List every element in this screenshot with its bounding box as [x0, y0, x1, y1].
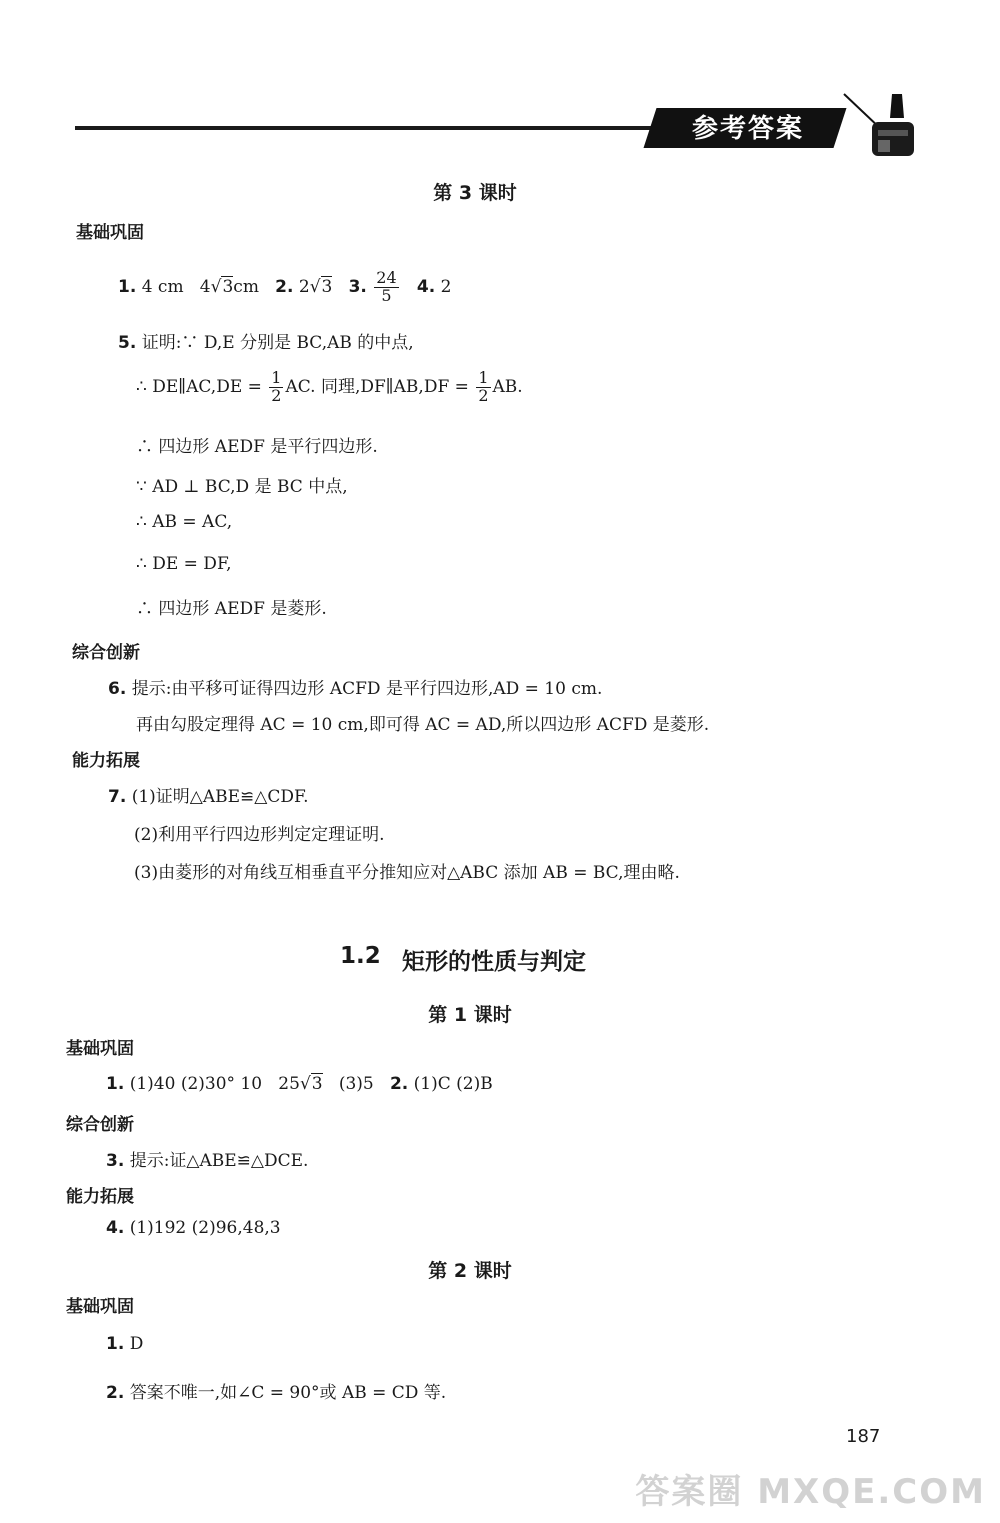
radicand: 3	[321, 276, 333, 297]
section-basic-1: 基础巩固	[76, 223, 144, 243]
fraction: $\frac{1}{2}$	[478, 368, 489, 405]
q-number: 4.	[106, 1218, 125, 1238]
chapter-title: 矩形的性质与判定	[402, 949, 586, 975]
answer-5-line-7: ∴ 四边形 AEDF 是菱形.	[136, 599, 327, 619]
answer-7-line-1	[108, 782, 309, 807]
answer-text: D	[129, 1334, 144, 1354]
answer-7-line-2: (2)利用平行四边形判定定理证明.	[134, 825, 385, 845]
lesson-1-title: 第 1 课时	[428, 1004, 512, 1026]
q-number: 2.	[275, 276, 294, 297]
q-number: 7.	[108, 787, 127, 807]
fraction: $\frac{1}{2}$	[271, 368, 282, 405]
bag-mascot-icon	[842, 88, 922, 168]
chapter-number: 1.2	[340, 943, 381, 969]
section-extension-2: 能力拓展	[66, 1187, 134, 1207]
answer-text: (1)40 (2)30° 10	[129, 1074, 263, 1094]
q-number: 5.	[118, 333, 137, 353]
proof-text: AC. 同理,DF∥AB,DF =	[285, 376, 469, 397]
section-innovation-1: 综合创新	[72, 643, 140, 663]
answer-text: 答案不唯一,如∠C = 90°或 AB = CD 等.	[129, 1383, 447, 1403]
hint-text: 提示:由平移可证得四边形 ACFD 是平行四边形,AD = 10 cm.	[131, 679, 603, 699]
header-badge-title: 参考答案	[691, 114, 804, 144]
answer-5-line-5: ∴ AB = AC,	[136, 512, 233, 532]
radicand: 3	[222, 276, 234, 297]
l1-answer-3-line	[106, 1146, 308, 1171]
section-extension-1: 能力拓展	[72, 751, 140, 771]
answer-1-line: 1. 4 cm 4√3cm 2. 2√3 3. $\frac{24}{5}$ 4. 2	[118, 268, 452, 305]
page-number: 187	[846, 1426, 881, 1447]
answer-text: (1)192 (2)96,48,3	[129, 1218, 281, 1238]
l1-answer-4-line	[106, 1218, 281, 1238]
fraction: $\frac{24}{5}$	[376, 268, 397, 305]
watermark-logo: 答案圈 MXQE.COM	[635, 1472, 986, 1512]
l1-answer-1-line: 1. (1)40 (2)30° 10 25√3 (3)5 2. (1)C (2)B	[106, 1074, 493, 1094]
section-basic-2: 基础巩固	[66, 1039, 134, 1059]
answer-5-line-2	[136, 370, 523, 405]
q-number: 2.	[389, 1074, 409, 1094]
answer-5-line-3: ∴ 四边形 AEDF 是平行四边形.	[136, 437, 378, 457]
proof-text: AB.	[492, 376, 523, 397]
l2-answer-1-line	[106, 1334, 143, 1354]
answer-text: cm	[233, 276, 259, 297]
lesson-2-title: 第 2 课时	[428, 1260, 512, 1282]
q-number: 2.	[106, 1383, 125, 1403]
radicand: 3	[311, 1074, 323, 1094]
section-innovation-2: 综合创新	[66, 1115, 134, 1135]
answer-text: 2	[298, 276, 310, 297]
answer-text: (3)5	[338, 1074, 374, 1094]
answer-5-line-1	[118, 328, 414, 353]
q-number: 1.	[118, 276, 137, 297]
q-number: 6.	[108, 679, 127, 699]
q-number: 1.	[106, 1334, 125, 1354]
section-basic-3: 基础巩固	[66, 1297, 134, 1317]
hint-text: 提示:证△ABE≌△DCE.	[129, 1151, 309, 1171]
answer-text: 4 cm	[141, 276, 184, 297]
answer-7-line-3: (3)由菱形的对角线互相垂直平分推知应对△ABC 添加 AB = BC,理由略.	[134, 863, 680, 883]
q-number: 1.	[106, 1074, 125, 1094]
answer-text: (1)C (2)B	[413, 1074, 493, 1094]
q-number: 3.	[348, 276, 367, 297]
answer-5-line-4: ∵ AD ⊥ BC,D 是 BC 中点,	[136, 477, 348, 497]
l2-answer-2-line	[106, 1378, 446, 1403]
header-rule	[75, 126, 685, 130]
proof-text: 证明:∵ D,E 分别是 BC,AB 的中点,	[141, 333, 414, 353]
answer-6-line-1	[108, 674, 602, 699]
lesson-3-title: 第 3 课时	[433, 182, 517, 204]
answer-5-line-6: ∴ DE = DF,	[136, 554, 232, 574]
answer-6-line-2: 再由勾股定理得 AC = 10 cm,即可得 AC = AD,所以四边形 ACFD 是菱形.	[136, 715, 710, 735]
q-number: 4.	[416, 276, 436, 297]
answer-text: (1)证明△ABE≌△CDF.	[131, 787, 309, 807]
answer-text: 4	[199, 276, 211, 297]
answer-text: 25	[278, 1074, 300, 1094]
q-number: 3.	[106, 1151, 125, 1171]
answer-text: 2	[440, 276, 452, 297]
proof-text: ∴ DE∥AC,DE =	[136, 376, 262, 397]
